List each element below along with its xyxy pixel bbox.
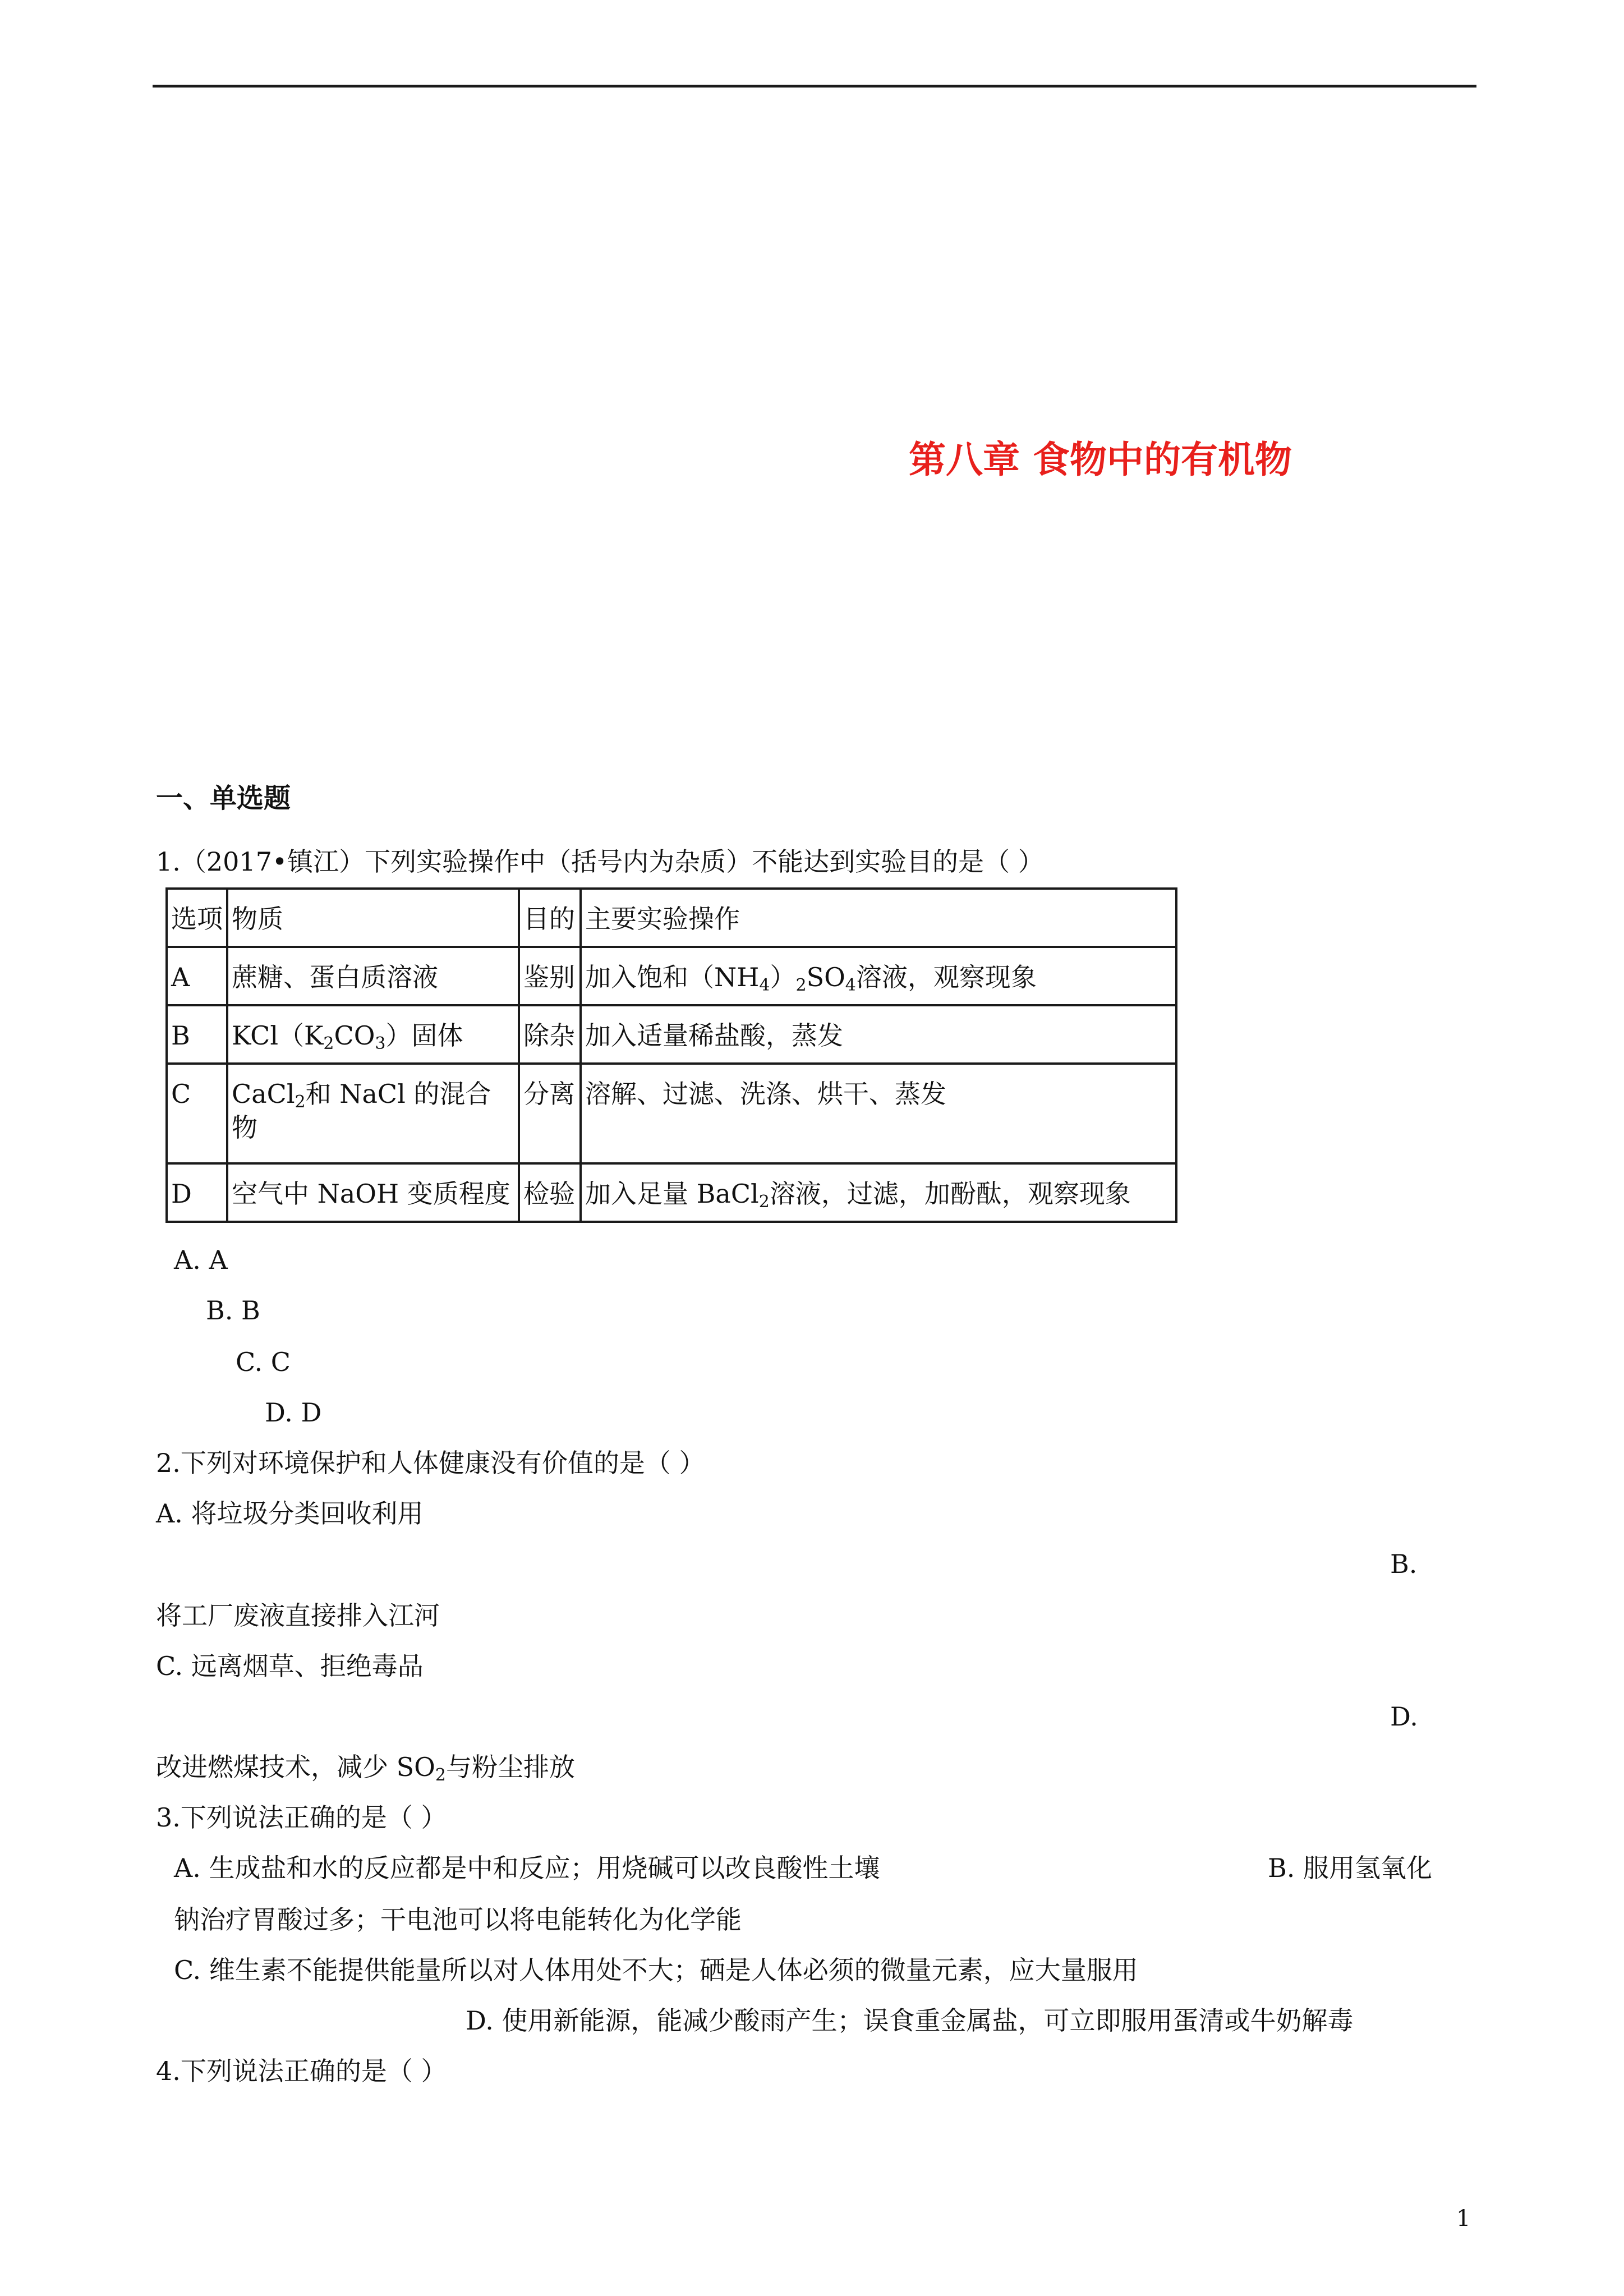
subscript: 2 [795,976,807,995]
table-cell-goal: 检验 [519,1163,581,1222]
material-text: CO [334,1020,375,1051]
subscript: 2 [758,1192,770,1212]
table-row [167,1064,1176,1163]
q1-option-c: C. C [236,1347,291,1377]
q2-option-b-label: B. [1390,1549,1418,1579]
table-cell-option: A [167,947,227,1005]
q3-option-c: C. 维生素不能提供能量所以对人体用处不大；硒是人体必须的微量元素，应大量服用 [174,1955,1138,1985]
table-cell-operation: 加入适量稀盐酸，蒸发 [581,1005,1176,1064]
table-row [167,1163,1176,1222]
option-text: 改进燃煤技术，减少 SO [156,1752,435,1782]
table-cell-goal: 鉴别 [519,947,581,1005]
table-cell-material: 蔗糖、蛋白质溶液 [227,947,519,1005]
operation-text: ） [770,962,796,992]
table-header-cell: 选项 [167,889,227,947]
table-cell-operation [581,947,1176,1005]
section-heading: 一、单选题 [156,783,291,814]
q1-option-b: B. B [206,1295,260,1326]
table-cell-option: B [167,1005,227,1064]
table-cell-material [227,1005,519,1064]
q2-option-d-label: D. [1390,1701,1418,1732]
q3-option-d: D. 使用新能源，能减少酸雨产生；误食重金属盐，可立即服用蛋清或牛奶解毒 [466,2005,1354,2036]
material-text: 和 NaCl 的混合 [305,1079,491,1109]
q2-option-d-text [156,1750,575,1784]
subscript: 4 [759,976,770,995]
operation-text: 溶液，过滤，加酚酞，观察现象 [769,1179,1131,1209]
question-1-stem: 1.（2017•镇江）下列实验操作中（括号内为杂质）不能达到实验目的是（ ） [156,846,1044,877]
subscript: 2 [295,1092,306,1112]
table-header-cell: 主要实验操作 [581,889,1176,947]
material-text: CaCl [232,1079,295,1109]
table-header-cell: 目的 [519,889,581,947]
subscript: 3 [375,1034,386,1053]
question-4-stem: 4.下列说法正确的是（ ） [156,2056,447,2086]
table-cell-goal: 分离 [519,1064,581,1163]
page-number: 1 [1456,2206,1471,2231]
operation-text: 溶液，观察现象 [855,962,1037,992]
chapter-title: 第八章 食物中的有机物 [909,438,1292,481]
table-header-row [167,889,1176,947]
material-text: 物 [232,1112,257,1143]
table-cell-operation: 溶解、过滤、洗涤、烘干、蒸发 [581,1064,1176,1163]
q2-option-b-text: 将工厂废液直接排入江河 [156,1600,440,1631]
q3-option-b-cont: 钠治疗胃酸过多；干电池可以将电能转化为化学能 [174,1904,742,1935]
table-row [167,1005,1176,1064]
table-cell-material [227,1064,519,1163]
q3-option-a: A. 生成盐和水的反应都是中和反应；用烧碱可以改良酸性土壤 [174,1853,880,1883]
header-rule [153,85,1476,88]
table-cell-option: C [167,1064,227,1163]
operation-text: SO [806,962,845,992]
q2-option-a: A. 将垃圾分类回收利用 [156,1498,424,1529]
q3-option-b-start: B. 服用氢氧化 [1268,1853,1433,1883]
subscript: 2 [435,1765,446,1785]
question-3-stem: 3.下列说法正确的是（ ） [156,1802,447,1833]
subscript: 4 [845,976,856,995]
table-row [167,947,1176,1005]
operation-text: 加入足量 BaCl [585,1179,759,1209]
table-cell-material: 空气中 NaOH 变质程度 [227,1163,519,1222]
material-text: ）固体 [385,1020,463,1051]
option-text: 与粉尘排放 [445,1752,575,1782]
operation-text: 加入饱和（NH [585,962,760,992]
q1-option-d: D. D [265,1397,322,1428]
q1-option-a: A. A [174,1245,228,1275]
question-1-table [165,887,1177,1223]
q2-option-c: C. 远离烟草、拒绝毒品 [156,1651,424,1681]
subscript: 2 [323,1034,334,1053]
table-cell-goal: 除杂 [519,1005,581,1064]
table-cell-operation [581,1163,1176,1222]
table-cell-option: D [167,1163,227,1222]
table-header-cell: 物质 [227,889,519,947]
material-text: KCl（K [232,1020,324,1051]
question-2-stem: 2.下列对环境保护和人体健康没有价值的是（ ） [156,1448,705,1478]
